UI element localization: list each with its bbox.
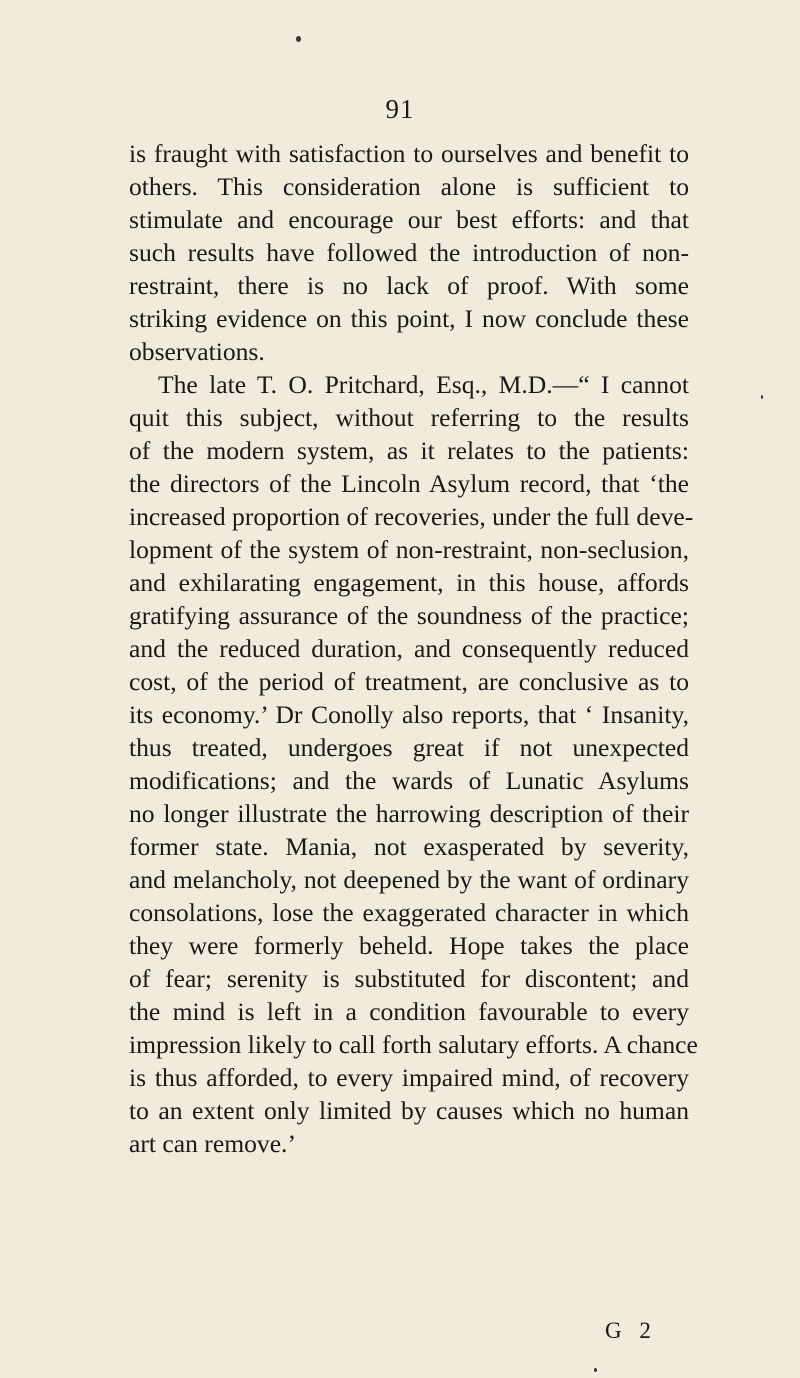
text-line: they were formerly beheld. Hope takes the place bbox=[129, 931, 689, 960]
text-line: and the reduced duration, and consequently reduced bbox=[129, 634, 689, 663]
text-line: gratifying assurance of the soundness of the practice; bbox=[129, 601, 689, 630]
ink-speck bbox=[761, 395, 763, 399]
text-line: and exhilarating engagement, in this house, affords bbox=[129, 568, 689, 597]
text-line: stimulate and encourage our best efforts: and that bbox=[129, 205, 689, 234]
text-line: restraint, there is no lack of proof. With some bbox=[129, 271, 689, 300]
text-line: no longer illustrate the harrowing description of their bbox=[129, 799, 689, 828]
text-line: others. This consideration alone is sufficient to bbox=[129, 172, 689, 201]
text-line: modifications; and the wards of Lunatic Asylums bbox=[129, 766, 689, 795]
text-line: art can remove.’ bbox=[129, 1129, 296, 1158]
text-line: the directors of the Lincoln Asylum record, that ‘the bbox=[129, 469, 689, 498]
text-line: of the modern system, as it relates to the patients: bbox=[129, 436, 689, 465]
text-line: and melancholy, not deepened by the want of ordinary bbox=[129, 865, 689, 894]
text-line: quit this subject, without referring to the results bbox=[129, 403, 689, 432]
text-line: is thus afforded, to every impaired mind, of recovery bbox=[129, 1063, 689, 1092]
text-line: thus treated, undergoes great if not unexpected bbox=[129, 733, 689, 762]
text-line: impression likely to call forth salutary efforts. A chance bbox=[129, 1030, 698, 1059]
text-line: lopment of the system of non-restraint, non-seclusion, bbox=[129, 535, 689, 564]
text-line: consolations, lose the exaggerated character in which bbox=[129, 898, 689, 927]
text-line: is fraught with satisfaction to ourselves and benefit to bbox=[129, 139, 689, 168]
text-line: to an extent only limited by causes which no human bbox=[129, 1096, 689, 1125]
text-line: its economy.’ Dr Conolly also reports, that ‘ Insanity, bbox=[129, 700, 689, 729]
signature-mark: G 2 bbox=[605, 1318, 657, 1343]
body-text bbox=[129, 137, 698, 1160]
ink-speck bbox=[594, 1368, 597, 1372]
text-line: striking evidence on this point, I now conclude these bbox=[129, 304, 689, 333]
page-number: 91 bbox=[385, 94, 415, 124]
ink-speck bbox=[296, 36, 301, 42]
text-line: the mind is left in a condition favourable to every bbox=[129, 997, 689, 1026]
text-line: cost, of the period of treatment, are conclusive as to bbox=[129, 667, 689, 696]
text-line: such results have followed the introduction of non- bbox=[129, 238, 689, 267]
text-line: former state. Mania, not exasperated by severity, bbox=[129, 832, 689, 861]
text-line: of fear; serenity is substituted for discontent; and bbox=[129, 964, 689, 993]
text-line: observations. bbox=[129, 337, 265, 366]
text-line: increased proportion of recoveries, under the full deve- bbox=[129, 502, 694, 531]
text-line: The late T. O. Pritchard, Esq., M.D.—“ I cannot bbox=[158, 370, 689, 399]
